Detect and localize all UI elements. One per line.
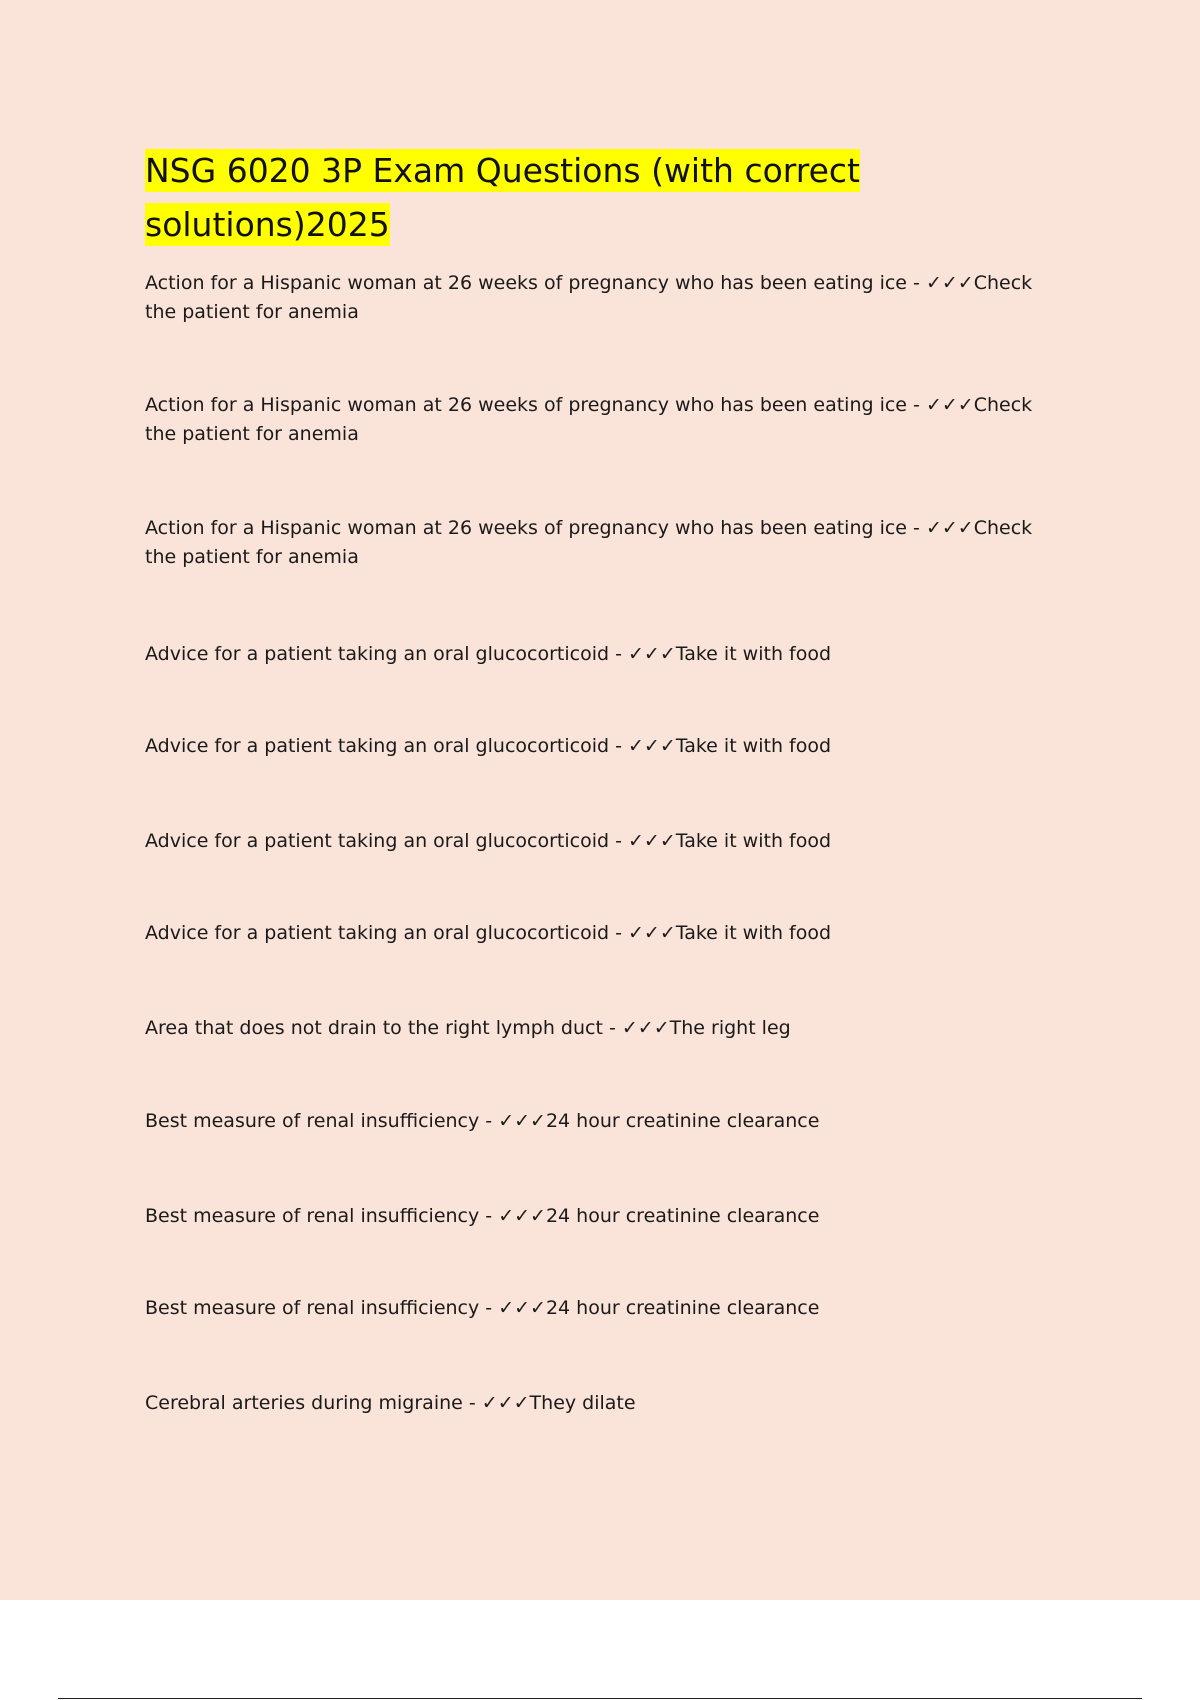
qa-item bbox=[145, 640, 1045, 669]
qa-item bbox=[145, 827, 1045, 856]
answer-text: Take it with food bbox=[675, 830, 832, 852]
qa-item bbox=[145, 269, 1045, 327]
separator: - bbox=[609, 643, 628, 665]
question-text: Cerebral arteries during migraine bbox=[145, 1392, 463, 1414]
separator: - bbox=[479, 1110, 499, 1132]
question-text: Best measure of renal insufficiency bbox=[145, 1297, 480, 1319]
separator: - bbox=[907, 394, 926, 416]
question-text: Advice for a patient taking an oral glucocorticoid bbox=[145, 830, 610, 852]
document-title bbox=[145, 144, 905, 252]
separator: - bbox=[462, 1392, 482, 1414]
qa-item bbox=[145, 1389, 1045, 1418]
qa-item bbox=[145, 514, 1045, 572]
separator: - bbox=[602, 1017, 622, 1039]
question-text: Best measure of renal insufficiency bbox=[145, 1205, 480, 1227]
checkmarks: ✓✓✓ bbox=[627, 643, 676, 665]
checkmarks: ✓✓✓ bbox=[498, 1297, 546, 1319]
separator: - bbox=[479, 1205, 499, 1227]
question-text: Advice for a patient taking an oral glucocorticoid bbox=[145, 643, 610, 665]
separator: - bbox=[479, 1297, 499, 1319]
footer-divider bbox=[58, 1698, 1142, 1699]
checkmarks: ✓✓✓ bbox=[481, 1392, 530, 1414]
separator: - bbox=[609, 735, 628, 757]
checkmarks: ✓✓✓ bbox=[925, 517, 974, 539]
question-text: Advice for a patient taking an oral glucocorticoid bbox=[145, 922, 610, 944]
checkmarks: ✓✓✓ bbox=[627, 735, 676, 757]
checkmarks: ✓✓✓ bbox=[925, 272, 974, 294]
question-text: Area that does not drain to the right lymph duct bbox=[145, 1017, 603, 1039]
answer-text: 24 hour creatinine clearance bbox=[545, 1297, 820, 1319]
checkmarks: ✓✓✓ bbox=[498, 1110, 546, 1132]
answer-text: 24 hour creatinine clearance bbox=[545, 1110, 820, 1132]
question-text: Advice for a patient taking an oral glucocorticoid bbox=[145, 735, 610, 757]
checkmarks: ✓✓✓ bbox=[925, 394, 974, 416]
qa-item bbox=[145, 919, 1045, 948]
separator: - bbox=[609, 830, 628, 852]
checkmarks: ✓✓✓ bbox=[627, 830, 676, 852]
question-text: Action for a Hispanic woman at 26 weeks of pregnancy who has been eating ice bbox=[145, 394, 907, 416]
answer-text: Check the patient for anemia bbox=[145, 517, 1033, 568]
checkmarks: ✓✓✓ bbox=[498, 1205, 546, 1227]
qa-item bbox=[145, 1107, 1045, 1136]
answer-text: Take it with food bbox=[675, 735, 832, 757]
question-text: Best measure of renal insufficiency bbox=[145, 1110, 480, 1132]
qa-item bbox=[145, 732, 1045, 761]
answer-text: Check the patient for anemia bbox=[145, 394, 1033, 445]
separator: - bbox=[907, 517, 926, 539]
separator: - bbox=[907, 272, 926, 294]
answer-text: 24 hour creatinine clearance bbox=[545, 1205, 820, 1227]
qa-item bbox=[145, 1202, 1045, 1231]
qa-item bbox=[145, 1014, 1045, 1043]
separator: - bbox=[609, 922, 628, 944]
question-text: Action for a Hispanic woman at 26 weeks of pregnancy who has been eating ice bbox=[145, 517, 907, 539]
qa-item bbox=[145, 1294, 1045, 1323]
question-text: Action for a Hispanic woman at 26 weeks of pregnancy who has been eating ice bbox=[145, 272, 907, 294]
answer-text: Check the patient for anemia bbox=[145, 272, 1033, 323]
answer-text: The right leg bbox=[669, 1017, 791, 1039]
title-highlight: NSG 6020 3P Exam Questions (with correct solutions)2025 bbox=[145, 151, 860, 244]
answer-text: Take it with food bbox=[675, 922, 832, 944]
qa-item bbox=[145, 391, 1045, 449]
checkmarks: ✓✓✓ bbox=[627, 922, 676, 944]
answer-text: They dilate bbox=[529, 1392, 636, 1414]
checkmarks: ✓✓✓ bbox=[621, 1017, 670, 1039]
answer-text: Take it with food bbox=[675, 643, 832, 665]
